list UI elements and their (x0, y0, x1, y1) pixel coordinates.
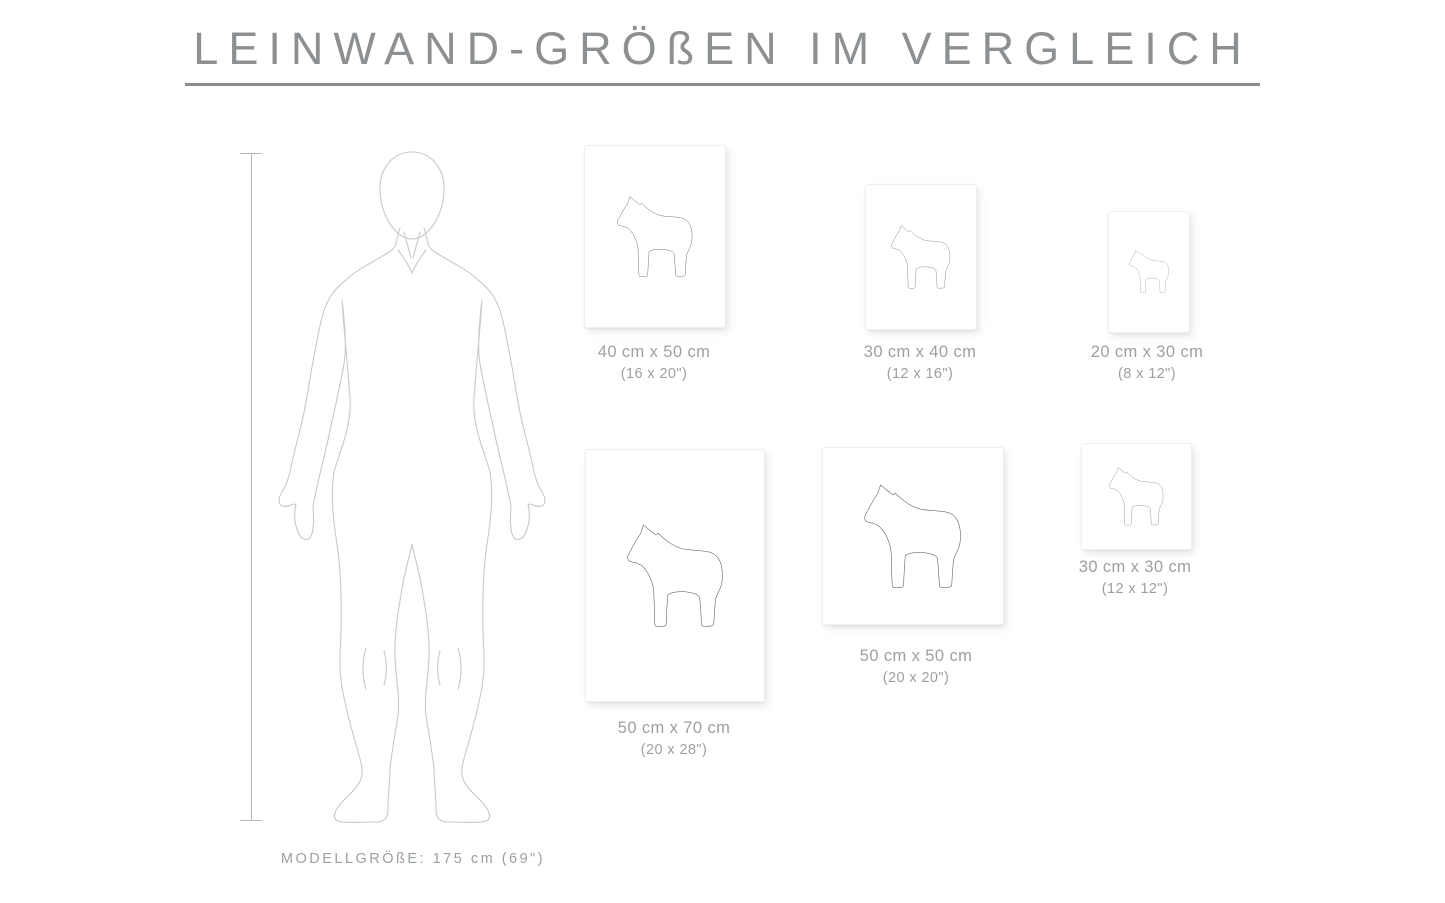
canvas-size-label-40x50 (598, 343, 710, 382)
dala-horse-icon (891, 225, 950, 289)
size-inch: (12 x 12") (1101, 581, 1169, 597)
canvas-30x30 (1081, 443, 1192, 550)
canvas-40x50 (584, 145, 726, 328)
size-cm: 40 cm x 50 cm (597, 343, 711, 361)
size-cm: 30 cm x 40 cm (863, 343, 977, 361)
size-cm: 50 cm x 70 cm (617, 719, 731, 737)
canvas-20x30 (1108, 211, 1190, 333)
canvas-size-label-50x50 (860, 647, 972, 686)
size-cm: 20 cm x 30 cm (1090, 343, 1204, 361)
canvas-30x40 (865, 184, 977, 330)
human-neck-lines (404, 232, 420, 258)
page-title: LEINWAND-GRÖßEN IM VERGLEICH (185, 24, 1259, 86)
human-figure-outline (278, 150, 546, 826)
size-inch: (8 x 12") (1118, 366, 1176, 382)
size-cm: 50 cm x 50 cm (859, 647, 973, 665)
human-knee-lines (363, 648, 461, 689)
human-body (279, 228, 545, 823)
height-measure-line (251, 153, 252, 821)
canvas-50x50 (822, 447, 1004, 625)
canvas-size-label-50x70 (618, 719, 730, 758)
size-inch: (20 x 20") (882, 670, 950, 686)
dala-horse-icon (864, 484, 961, 589)
measure-cap-bottom (240, 820, 262, 821)
dala-horse-icon (1129, 250, 1169, 293)
title-bar (0, 24, 1445, 86)
human-head (380, 152, 444, 239)
canvas-size-label-20x30 (1091, 343, 1203, 382)
size-inch: (16 x 20") (620, 366, 688, 382)
canvas-size-label-30x30 (1079, 558, 1191, 597)
dala-horse-icon (617, 196, 693, 278)
human-collar-v (398, 250, 426, 273)
size-inch: (20 x 28") (640, 742, 708, 758)
canvas-50x70 (585, 449, 765, 702)
size-inch: (12 x 16") (886, 366, 954, 382)
model-size-caption: MODELLGRÖßE: 175 cm (69") (280, 851, 546, 867)
canvas-size-label-30x40 (864, 343, 976, 382)
dala-horse-icon (627, 524, 723, 628)
size-cm: 30 cm x 30 cm (1078, 558, 1192, 576)
dala-horse-icon (1109, 467, 1164, 526)
